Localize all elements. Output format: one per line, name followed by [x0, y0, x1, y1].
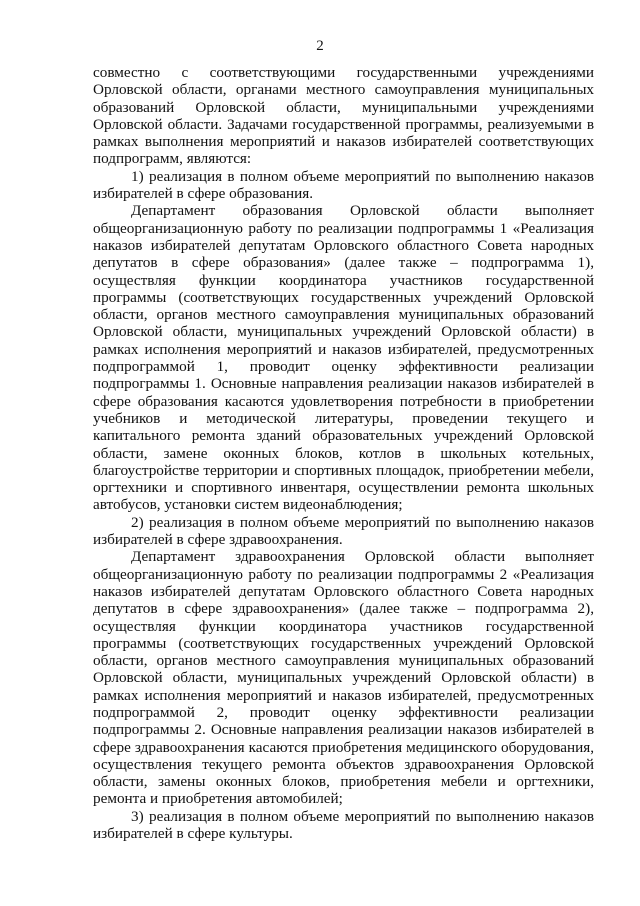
page-number: 2: [316, 38, 324, 54]
paragraph-task-2: 2) реализация в полном объеме мероприятий по выполнению наказов избирателей в сфере здравоохранения.: [93, 513, 594, 549]
paragraph-health-department: Департамент здравоохранения Орловской области выполняет общеорганизационную работу по реализации подпрограммы 2 «Реализация наказов избирателей депутатам Орловского областного Совета народных депутатов в сфере здравоохранения» (далее также – подпрограмма 2), осуществляя функции координатора участников государственной программы (соответствующих государственных учреждений Орловской области, органов местного самоуправления муниципальных образований Орловской области, муниципальных учреждений Орловской области) в рамках исполнения мероприятий и наказов избирателей, предусмотренных подпрограммой 2, проводит оценку эффективности реализации подпрограммы 2. Основные направления реализации наказов избирателей в сфере здравоохранения касаются приобретения медицинского оборудования, осуществления текущего ремонта объектов здравоохранения Орловской области, замены оконных блоков, приобретения мебели и оргтехники, ремонта и приобретения автомобилей;: [93, 548, 594, 808]
paragraph-education-department: Департамент образования Орловской области выполняет общеорганизационную работу по реализации подпрограммы 1 «Реализация наказов избирателей депутатам Орловского областного Совета народных депутатов в сфере образования» (далее также – подпрограмма 1), осуществляя функции координатора участников государственной программы (соответствующих государственных учреждений Орловской области, органов местного самоуправления муниципальных образований Орловской области, муниципальных учреждений Орловской области) в рамках исполнения мероприятий и наказов избирателей, предусмотренных подпрограммой 1, проводит оценку эффективности реализации подпрограммы 1. Основные направления реализации наказов избирателей в сфере образования касаются удовлетворения потребности в приобретении учебников и методической литературы, проведении текущего и капитального ремонта зданий образовательных учреждений Орловской области, замене оконных блоков, котлов в школьных котельных, благоустройстве территории и спортивных площадок, приобретении мебели, оргтехники и спортивного инвентаря, осуществлении ремонта школьных автобусов, установки систем видеонаблюдения;: [93, 202, 594, 514]
paragraph-task-3: 3) реализация в полном объеме мероприятий по выполнению наказов избирателей в сфере культуры.: [93, 807, 594, 843]
paragraph-continuation: совместно с соответствующими государственными учреждениями Орловской области, органами местного самоуправления муниципальных образований Орловской области, муниципальными учреждениями Орловской области. Задачами государственной программы, реализуемыми в рамках выполнения мероприятий и наказов избирателей соответствующих подпрограмм, являются:: [93, 64, 594, 168]
document-body: [93, 64, 594, 842]
paragraph-task-1: 1) реализация в полном объеме мероприятий по выполнению наказов избирателей в сфере образования.: [93, 167, 594, 203]
